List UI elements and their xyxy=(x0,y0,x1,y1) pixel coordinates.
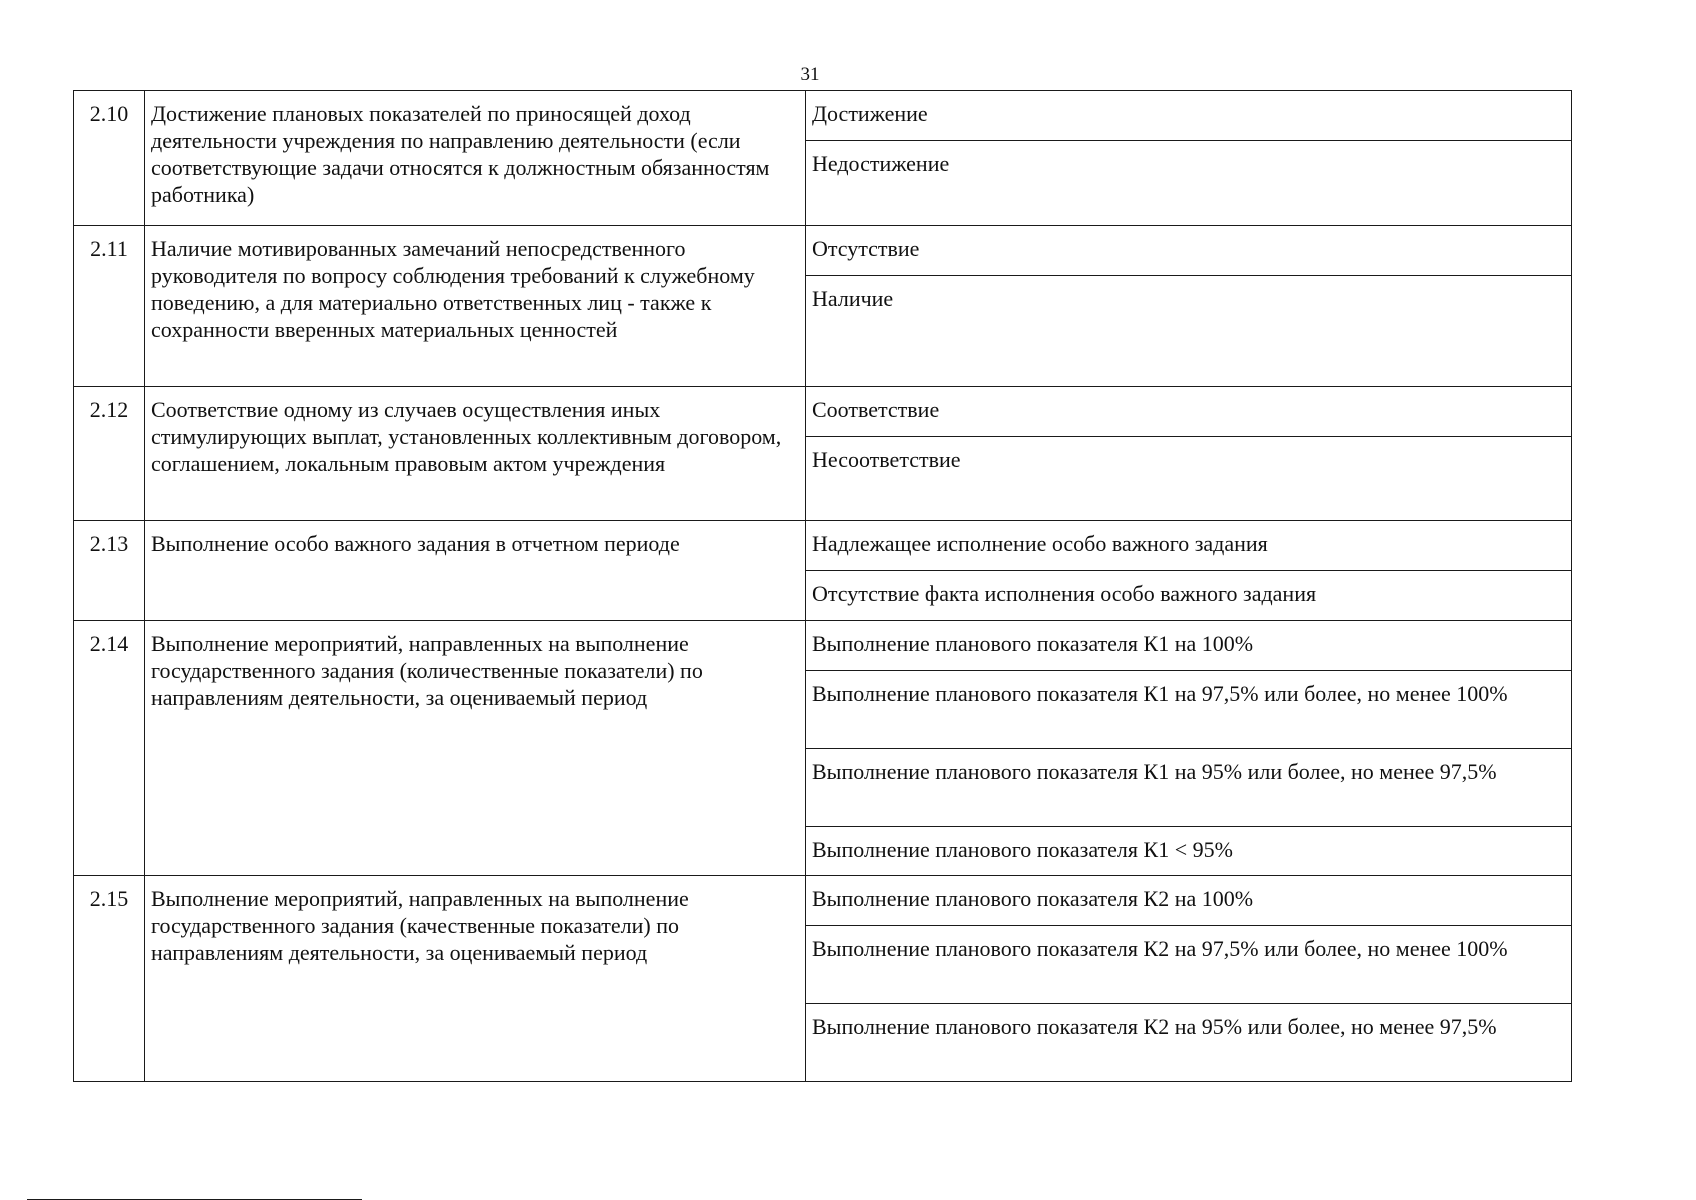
table-row xyxy=(74,876,1572,926)
evaluation-option: Выполнение планового показателя К1 < 95% xyxy=(806,827,1572,876)
row-number: 2.13 xyxy=(74,521,145,621)
row-number: 2.14 xyxy=(74,621,145,876)
evaluation-option: Выполнение планового показателя К1 на 100% xyxy=(806,621,1572,671)
evaluation-option: Соответствие xyxy=(806,387,1572,437)
evaluation-option: Отсутствие факта исполнения особо важного задания xyxy=(806,571,1572,621)
table-row xyxy=(74,226,1572,276)
page-number: 31 xyxy=(800,64,820,85)
evaluation-option: Выполнение планового показателя К2 на 100% xyxy=(806,876,1572,926)
evaluation-option: Отсутствие xyxy=(806,226,1572,276)
evaluation-option: Надлежащее исполнение особо важного задания xyxy=(806,521,1572,571)
criterion-description: Выполнение мероприятий, направленных на выполнение государственного задания (качественные показатели) по направлениям деятельности, за оцениваемый период xyxy=(145,876,806,1082)
criterion-description: Достижение плановых показателей по приносящей доход деятельности учреждения по направлению деятельности (если соответствующие задачи относятся к должностным обязанностям работника) xyxy=(145,91,806,226)
evaluation-option: Несоответствие xyxy=(806,437,1572,521)
row-number: 2.11 xyxy=(74,226,145,387)
table-row xyxy=(74,91,1572,141)
table-row xyxy=(74,521,1572,571)
criterion-description: Наличие мотивированных замечаний непосредственного руководителя по вопросу соблюдения требований к служебному поведению, а для материально ответственных лиц - также к сохранности вверенных материальных ценностей xyxy=(145,226,806,387)
row-number: 2.15 xyxy=(74,876,145,1082)
criterion-description: Выполнение мероприятий, направленных на выполнение государственного задания (количественные показатели) по направлениям деятельности, за оцениваемый период xyxy=(145,621,806,876)
criteria-table xyxy=(73,90,1572,1082)
criterion-description: Выполнение особо важного задания в отчетном периоде xyxy=(145,521,806,621)
evaluation-option: Выполнение планового показателя К1 на 97,5% или более, но менее 100% xyxy=(806,671,1572,749)
evaluation-option: Выполнение планового показателя К2 на 95% или более, но менее 97,5% xyxy=(806,1004,1572,1082)
table-row xyxy=(74,387,1572,437)
evaluation-option: Недостижение xyxy=(806,141,1572,226)
evaluation-option: Выполнение планового показателя К2 на 97,5% или более, но менее 100% xyxy=(806,926,1572,1004)
evaluation-option: Наличие xyxy=(806,276,1572,387)
evaluation-option: Выполнение планового показателя К1 на 95% или более, но менее 97,5% xyxy=(806,749,1572,827)
table-row xyxy=(74,621,1572,671)
row-number: 2.10 xyxy=(74,91,145,226)
evaluation-option: Достижение xyxy=(806,91,1572,141)
criterion-description: Соответствие одному из случаев осуществления иных стимулирующих выплат, установленных коллективным договором, соглашением, локальным правовым актом учреждения xyxy=(145,387,806,521)
row-number: 2.12 xyxy=(74,387,145,521)
